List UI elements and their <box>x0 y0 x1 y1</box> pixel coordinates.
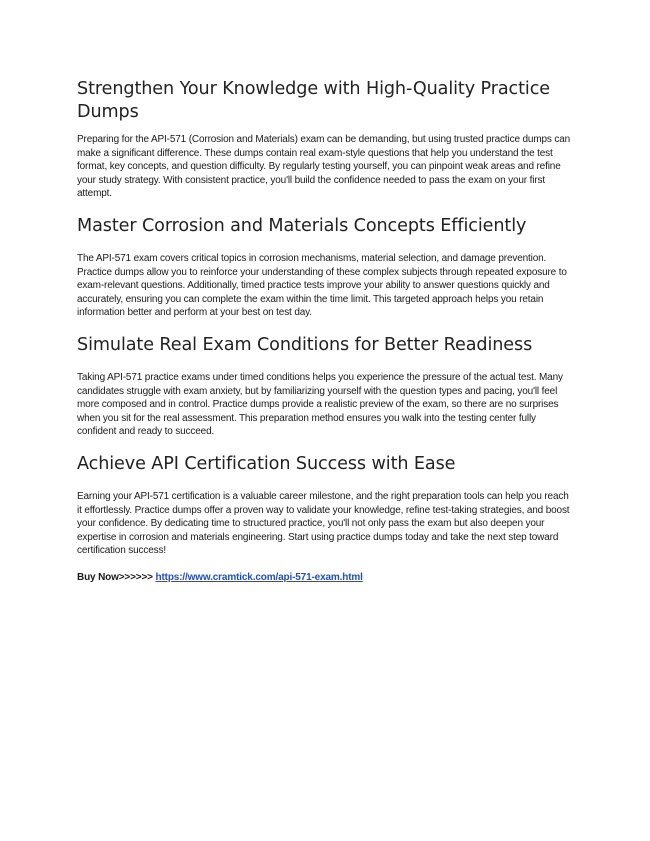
section-heading-exam-conditions: Simulate Real Exam Conditions for Better Readiness <box>77 334 533 355</box>
buy-now-label: Buy Now>>>>>> <box>77 571 156 583</box>
section-heading-corrosion-concepts: Master Corrosion and Materials Concepts Efficiently <box>77 215 527 236</box>
exam-link[interactable]: https://www.cramtick.com/api-571-exam.html <box>155 571 363 583</box>
section-body-exam-conditions: Taking API-571 practice exams under timed conditions helps you experience the pressure of the actual test. Many candidates struggle with exam anxiety, but by familiarizing yourself with the question types and pacing, you'll feel more composed and in control. Practice dumps provide a realistic preview of the exam, so there are no surprises when you sit for the real assessment. This preparation method ensures you walk into the testing center fully confident and ready to succeed. <box>77 371 563 438</box>
section-body-practice-dumps: Preparing for the API-571 (Corrosion and Materials) exam can be demanding, but using trusted practice dumps can make a significant difference. These dumps contain real exam-style questions that help you understand the test format, key concepts, and question difficulty. By regularly testing yourself, you can pinpoint weak areas and refine your study strategy. With consistent practice, you'll build the confidence needed to pass the exam on your first attempt. <box>77 134 571 200</box>
section-heading-certification-success: Achieve API Certification Success with Ease <box>77 453 456 474</box>
buy-now-line <box>77 571 572 585</box>
section-heading-practice-dumps: Strengthen Your Knowledge with High-Quality Practice Dumps <box>77 79 551 122</box>
section-body-certification-success: Earning your API-571 certification is a valuable career milestone, and the right preparation tools can help you reach it effortlessly. Practice dumps offer a proven way to validate your knowledge, refine test-taking strategies, and boost your confidence. By dedicating time to structured practice, you'll not only pass the exam but also deepen your expertise in corrosion and materials engineering. Start using practice dumps today and take the next step toward certification success! <box>77 490 570 557</box>
section-body-corrosion-concepts: The API-571 exam covers critical topics in corrosion mechanisms, material selection, and damage prevention. Practice dumps allow you to reinforce your understanding of these complex subjects through repeated exposure to exam-relevant questions. Additionally, timed practice tests improve your ability to answer questions quickly and accurately, ensuring you can complete the exam within the time limit. This targeted approach helps you retain information better and perform at your best on test day. <box>77 252 567 319</box>
document-page <box>77 78 572 585</box>
